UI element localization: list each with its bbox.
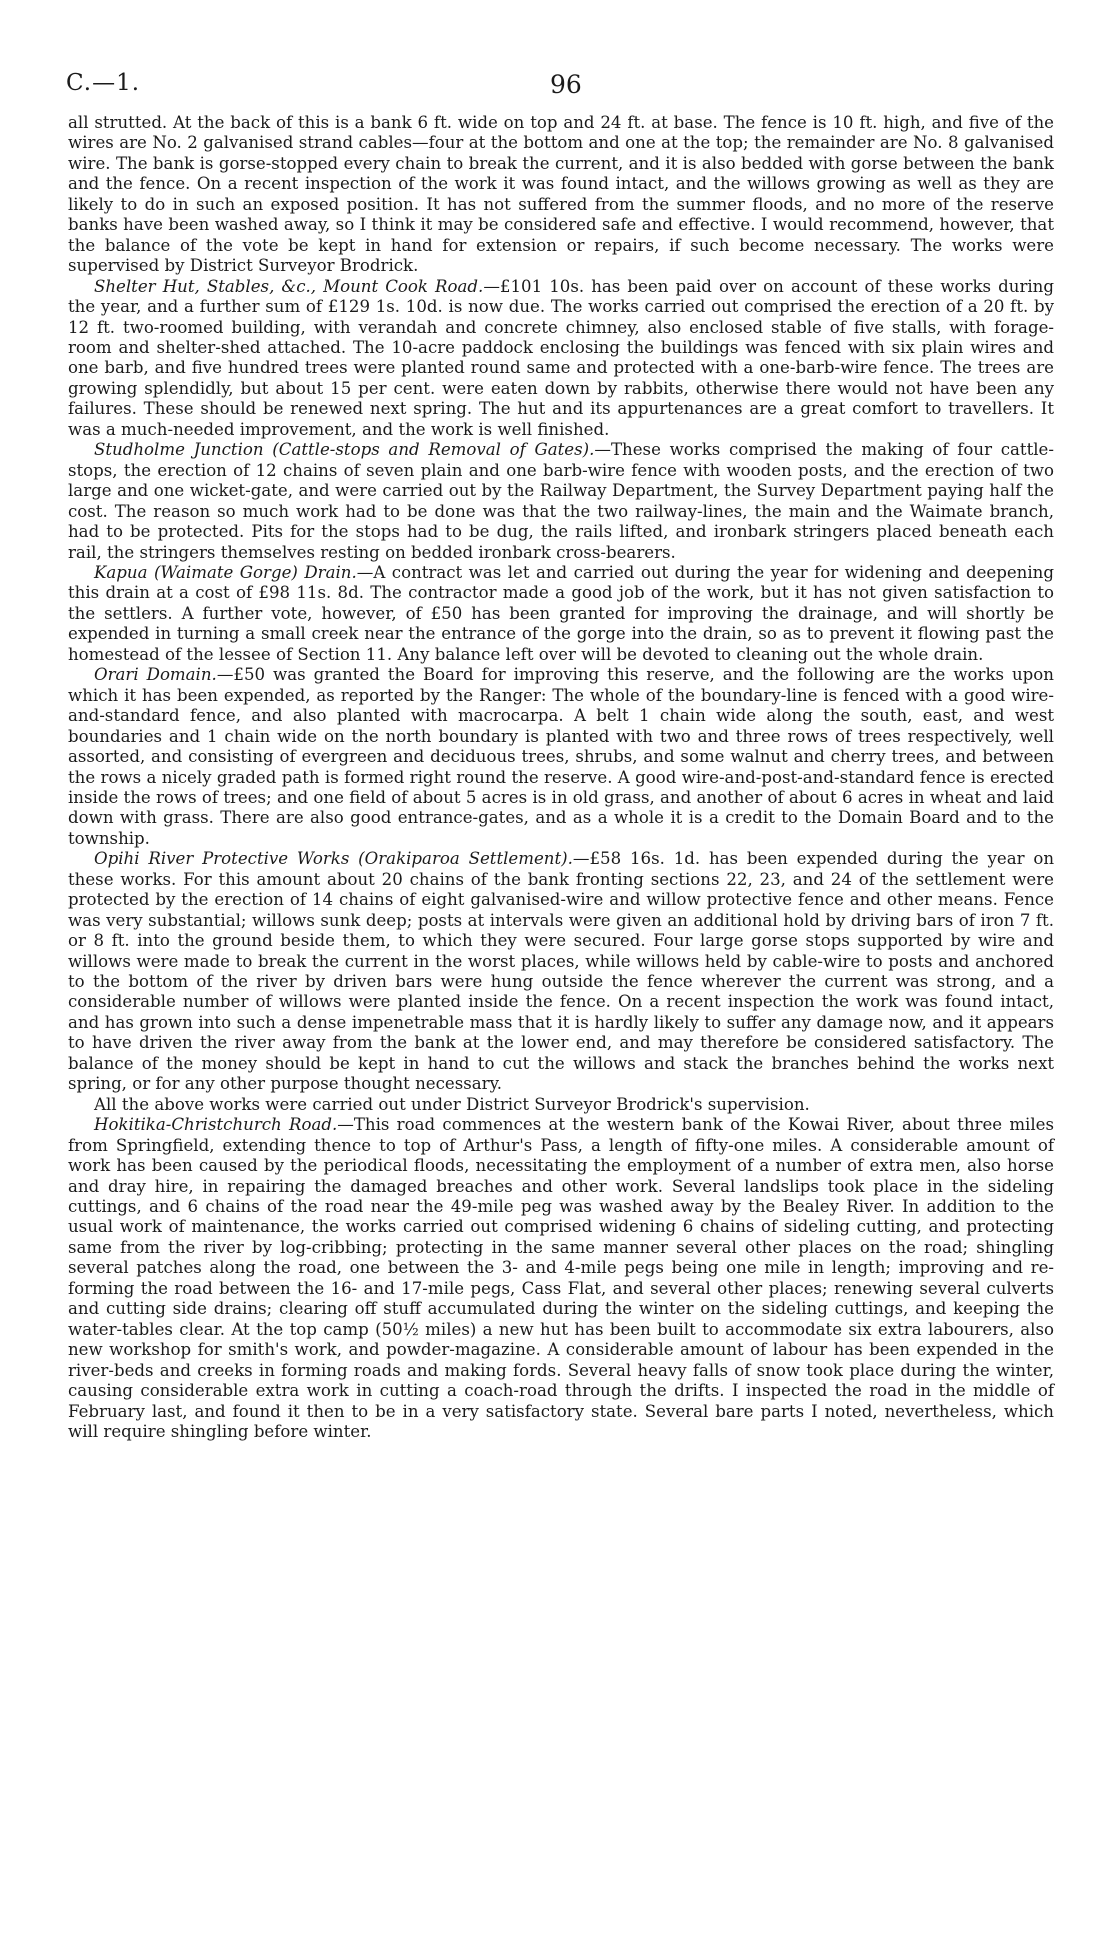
paragraph — [68, 1115, 1054, 1442]
body-text — [68, 113, 1054, 1442]
paragraph — [68, 665, 1054, 849]
paragraph-text: —A contract was let and carried out during the year for widening and deepening this drain at a cost of £98 11s. 8d. The contractor made a good job of the work, but it has not given satisfaction to the settlers. A further vote, however, of £50 has been granted for improving the drainage, and will shortly be expended in turning a small creek near the entrance of the gorge into the drain, so as to prevent it flowing past the homestead of the lessee of Section 11. Any balance left over will be devoted to cleaning out the whole drain. — [68, 562, 1054, 664]
paragraph-text: —These works comprised the making of four cattle-stops, the erection of 12 chains of seven plain and one barb-wire fence with wooden posts, and the erection of two large and one wicket-gate, and were carried out by the Railway Department, the Survey Department paying half the cost. The reason so much work had to be done was that the two railway-lines, the main and the Waimate branch, had to be protected. Pits for the stops had to be dug, the rails lifted, and ironbark stringers placed beneath each rail, the stringers themselves resting on bedded ironbark cross-bearers. — [68, 440, 1054, 562]
paragraph-text: —£50 was granted the Board for improving this reserve, and the following are the works upon which it has been expended, as reported by the Ranger: The whole of the boundary-line is fenced with a good wire-and-standard fence, and also planted with macrocarpa. A belt 1 chain wide along the south, east, and west boundaries and 1 chain wide on the north boundary is planted with two and three rows of trees respectively, well assorted, and consisting of evergreen and deciduous trees, shrubs, and some walnut and cherry trees, and between the rows a nicely graded path is formed right round the reserve. A good wire-and-post-and-standard fence is erected inside the rows of trees; and one field of about 5 acres is in old grass, and another of about 6 acres in wheat and laid down with grass. There are also good entrance-gates, and as a whole it is a credit to the Domain Board and to the township. — [68, 665, 1054, 848]
paragraph — [68, 1095, 1054, 1115]
paragraph-text: —£101 10s. has been paid over on account of these works during the year, and a further sum of £129 1s. 10d. is now due. The works carried out comprised the erection of a 20 ft. by 12 ft. two-roomed building, with verandah and concrete chimney, also enclosed stable of five stalls, with forage-room and shelter-shed attached. The 10-acre paddock enclosing the buildings was fenced with six plain wires and one barb, and five hundred trees were planted round same and protected with a one-barb-wire fence. The trees are growing splendidly, but about 15 per cent. were eaten down by rabbits, otherwise there would not have been any failures. These should be renewed next spring. The hut and its appurtenances are a great comfort to travellers. It was a much-needed improvement, and the work is well finished. — [68, 276, 1054, 439]
paragraph — [68, 277, 1054, 441]
section-heading: Opihi River Protective Works (Orakiparoa Settlement). — [94, 849, 573, 869]
section-heading: Orari Domain. — [94, 665, 217, 685]
paragraph — [68, 849, 1054, 1094]
paragraph — [68, 563, 1054, 665]
page-header — [66, 70, 1086, 100]
page-number: 96 — [550, 70, 582, 99]
paragraph-text: —£58 16s. 1d. has been expended during the year on these works. For this amount about 20 chains of the bank fronting sections 22, 23, and 24 of the settlement were protected by the erection of 14 chains of eight galvanised-wire and willow protective fence and other means. Fence was very substantial; willows sunk deep; posts at intervals were given an additional hold by driving bars of iron 7 ft. or 8 ft. into the ground beside them, to which they were secured. Four large gorse stops supported by wire and willows were made to break the current in the worst places, while willows held by cable-wire to posts and anchored to the bottom of the river by driven bars were hung outside the fence wherever the current was strong, and a considerable number of willows were planted inside the fence. On a recent inspection the work was found intact, and has grown into such a dense impenetrable mass that it is hardly likely to suffer any damage now, and it appears to have driven the river away from the bank at the lower end, and may therefore be considered satisfactory. The balance of the money should be kept in hand to cut the willows and stack the branches behind the works next spring, or for any other purpose thought necessary. — [68, 849, 1055, 1094]
paragraph-text: all strutted. At the back of this is a bank 6 ft. wide on top and 24 ft. at base. The fence is 10 ft. high, and five of the wires are No. 2 galvanised strand cables—four at the bottom and one at the top; the remainder are No. 8 galvanised wire. The bank is gorse-stopped every chain to break the current, and it is also bedded with gorse between the bank and the fence. On a recent inspection of the work it was found intact, and the willows growing as well as they are likely to do in such an exposed position. It has not suffered from the summer floods, and no more of the reserve banks have been washed away, so I think it may be considered safe and effective. I would recommend, however, that the balance of the vote be kept in hand for extension or repairs, if such become necessary. The works were supervised by District Surveyor Brodrick. — [68, 113, 1054, 276]
section-heading: Studholme Junction (Cattle-stops and Removal of Gates). — [94, 440, 595, 460]
section-heading: Kapua (Waimate Gorge) Drain. — [94, 562, 357, 582]
section-heading: Hokitika-Christchurch Road. — [94, 1115, 338, 1135]
section-heading: Shelter Hut, Stables, &c., Mount Cook Road. — [94, 276, 484, 296]
document-reference: C.—1. — [66, 70, 141, 96]
paragraph-text: All the above works were carried out under District Surveyor Brodrick's supervision. — [94, 1094, 810, 1114]
paragraph — [68, 113, 1054, 277]
paragraph-text: —This road commences at the western bank of the Kowai River, about three miles from Springfield, extending thence to top of Arthur's Pass, a length of fifty-one miles. A considerable amount of work has been caused by the periodical floods, necessitating the employment of a number of extra men, also horse and dray hire, in repairing the damaged breaches and other work. Several landslips took place in the sideling cuttings, and 6 chains of the road near the 49-mile peg was washed away by the Bealey River. In addition to the usual work of maintenance, the works carried out comprised widening 6 chains of sideling cutting, and protecting same from the river by log-cribbing; protecting in the same manner several other places on the road; shingling several patches along the road, one between the 3- and 4-mile pegs being one mile in length; improving and re-forming the road between the 16- and 17-mile pegs, Cass Flat, and several other places; renewing several culverts and cutting side drains; clearing off stuff accumulated during the winter on the sideling cuttings, and keeping the water-tables clear. At the top camp (50½ miles) a new hut has been built to accommodate six extra labourers, also new workshop for smith's work, and powder-magazine. A considerable amount of labour has been expended in the river-beds and creeks in forming roads and making fords. Several heavy falls of snow took place during the winter, causing considerable extra work in cutting a coach-road through the drifts. I inspected the road in the middle of February last, and found it then to be in a very satisfactory state. Several bare parts I noted, nevertheless, which will require shingling before winter. — [68, 1115, 1055, 1441]
paragraph — [68, 440, 1054, 563]
